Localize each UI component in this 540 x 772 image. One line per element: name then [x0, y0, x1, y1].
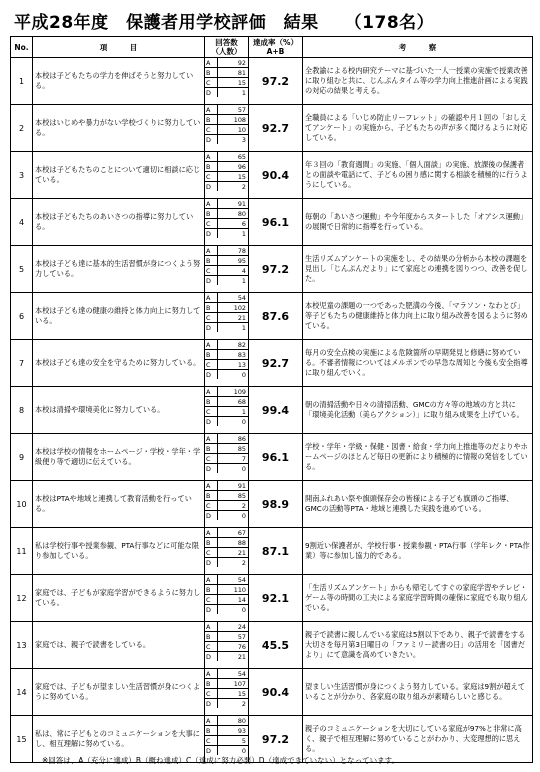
- consideration-note: 9割近い保護者が、学校行事・授業参観・PTA行事（学年レク・PTA作業）等に参加し協力的である。: [303, 528, 533, 575]
- evaluation-item: 家庭では、親子で読書をしている。: [33, 622, 205, 669]
- consideration-note: 全職員による「いじめ防止リーフレット」の確認や月１回の「おしえてアンケート」の実施から、子どもたちの声が多く聞けるように対応している。: [303, 105, 533, 152]
- grade-letter: A: [205, 622, 218, 632]
- grade-row: [205, 669, 248, 679]
- consideration-note: 朝の清掃活動や日々の清掃活動、GMCの方々等の地域の方と共に「環境美化活動（美らアクション）」に取り組み成果を上げている。: [303, 387, 533, 434]
- grade-row: [205, 68, 248, 78]
- row-number: 9: [11, 434, 33, 481]
- grade-row: [205, 78, 248, 88]
- row-number: 11: [11, 528, 33, 575]
- row-number: 8: [11, 387, 33, 434]
- grade-row: [205, 679, 248, 689]
- response-counts: [205, 622, 249, 669]
- row-number: 4: [11, 199, 33, 246]
- grade-row: [205, 558, 248, 568]
- achievement-rate: 98.9: [249, 481, 303, 528]
- grade-letter: B: [205, 585, 218, 595]
- grade-letter: D: [205, 370, 218, 380]
- grade-row: [205, 444, 248, 454]
- table-row: [11, 246, 533, 293]
- grade-count: 108: [218, 115, 249, 125]
- grade-count: 57: [218, 105, 249, 115]
- achievement-rate: 96.1: [249, 199, 303, 246]
- grade-letter: B: [205, 632, 218, 642]
- grade-row: [205, 246, 248, 256]
- grade-count: 102: [218, 303, 249, 313]
- grade-letter: C: [205, 454, 218, 464]
- grade-row: [205, 115, 248, 125]
- grade-letter: B: [205, 726, 218, 736]
- grade-letter: C: [205, 595, 218, 605]
- grade-letter: A: [205, 528, 218, 538]
- grade-row: [205, 632, 248, 642]
- grade-letter: A: [205, 434, 218, 444]
- grade-row: [205, 548, 248, 558]
- grade-letter: A: [205, 199, 218, 209]
- header-note: 考 察: [303, 37, 533, 58]
- row-number: 3: [11, 152, 33, 199]
- grade-row: [205, 689, 248, 699]
- grade-count: 2: [241, 699, 246, 708]
- grade-row: [205, 699, 248, 709]
- grade-letter: C: [205, 219, 218, 229]
- row-number: 14: [11, 669, 33, 716]
- respondent-count: （178名）: [344, 13, 435, 33]
- header-responses: 回答数 （人数）: [205, 37, 249, 58]
- table-row: [11, 293, 533, 340]
- achievement-rate: 99.4: [249, 387, 303, 434]
- grade-count: 65: [218, 152, 249, 162]
- page-title: [14, 8, 434, 33]
- response-counts: [205, 293, 249, 340]
- consideration-note: 開南ふれあい祭や旗頭保存会の皆様による子ども旗頭のご指導、GMCの活動等PTA・地域と連携した実践を進めている。: [303, 481, 533, 528]
- grade-row: [205, 397, 248, 407]
- grade-count: 91: [218, 199, 249, 209]
- grade-row: [205, 370, 248, 380]
- grade-count: 13: [218, 360, 249, 370]
- achievement-rate: 96.1: [249, 434, 303, 481]
- consideration-note: 生活リズムアンケートの実施をし、その結果の分析から本校の課題を見出し「じんぷんだより」にて家庭との連携を図りつつ、改善を促した。: [303, 246, 533, 293]
- response-counts: [205, 434, 249, 481]
- grade-count: 109: [218, 387, 249, 397]
- evaluation-item: 家庭では、子どもが望ましい生活習慣が身につくように努めている。: [33, 669, 205, 716]
- response-counts: [205, 528, 249, 575]
- header-no: No.: [11, 37, 33, 58]
- achievement-rate: 92.7: [249, 340, 303, 387]
- grade-letter: C: [205, 125, 218, 135]
- grade-count: 0: [241, 511, 246, 520]
- grade-row: [205, 256, 248, 266]
- row-number: 15: [11, 716, 33, 763]
- table-row: [11, 58, 533, 105]
- grade-letter: C: [205, 642, 218, 652]
- grade-row: [205, 135, 248, 145]
- grade-count: 81: [218, 68, 249, 78]
- evaluation-item: 本校はPTAや地域と連携して教育活動を行っている。: [33, 481, 205, 528]
- grade-letter: A: [205, 152, 218, 162]
- grade-letter: A: [205, 293, 218, 303]
- grade-row: [205, 266, 248, 276]
- evaluation-item: 本校は清掃や環境美化に努力している。: [33, 387, 205, 434]
- grade-count: 7: [218, 454, 249, 464]
- grade-letter: A: [205, 58, 218, 68]
- grade-letter: C: [205, 548, 218, 558]
- grade-count: 4: [218, 266, 249, 276]
- grade-row: [205, 387, 248, 397]
- consideration-note: 「生活リズムアンケート」からも帰宅してすぐの家庭学習やテレビ・ゲーム等の時間の工夫による家庭学習時間の確保に家庭でも取り組んでいる。: [303, 575, 533, 622]
- response-counts: [205, 105, 249, 152]
- grade-row: [205, 209, 248, 219]
- grade-count: 85: [218, 444, 249, 454]
- grade-count: 0: [241, 464, 246, 473]
- grade-letter: C: [205, 172, 218, 182]
- grade-letter: A: [205, 481, 218, 491]
- grade-row: [205, 454, 248, 464]
- grade-count: 95: [218, 256, 249, 266]
- grade-row: [205, 105, 248, 115]
- grade-row: [205, 575, 248, 585]
- grade-row: [205, 538, 248, 548]
- grade-count: 68: [218, 397, 249, 407]
- table-row: [11, 105, 533, 152]
- header-rate: 達成率（%） A+B: [249, 37, 303, 58]
- grade-row: [205, 716, 248, 726]
- row-number: 5: [11, 246, 33, 293]
- consideration-note: 本校児童の課題の一つであった肥満の今後、「マラソン・なわとび」等子どもたちの健康維持と体力向上に取り組み改善を図るように努めている。: [303, 293, 533, 340]
- grade-count: 0: [241, 417, 246, 426]
- grade-row: [205, 726, 248, 736]
- grade-letter: D: [205, 746, 218, 756]
- grade-letter: D: [205, 135, 218, 145]
- footnote: ※回答は、A（充分に達成）B（概ね達成）C（達成に努力必要）D（達成できていない）となっています。: [42, 756, 399, 765]
- grade-letter: B: [205, 209, 218, 219]
- grade-letter: D: [205, 417, 218, 427]
- grade-count: 78: [218, 246, 249, 256]
- grade-letter: C: [205, 407, 218, 417]
- grade-count: 107: [218, 679, 249, 689]
- grade-count: 88: [218, 538, 249, 548]
- grade-letter: D: [205, 699, 218, 709]
- grade-letter: D: [205, 464, 218, 474]
- header-row: [11, 37, 533, 58]
- table-row: [11, 528, 533, 575]
- grade-letter: C: [205, 266, 218, 276]
- grade-row: [205, 746, 248, 756]
- grade-count: 0: [241, 746, 246, 755]
- grade-row: [205, 605, 248, 615]
- table-row: [11, 434, 533, 481]
- grade-count: 2: [218, 501, 249, 511]
- row-number: 10: [11, 481, 33, 528]
- grade-letter: C: [205, 313, 218, 323]
- grade-count: 21: [218, 313, 249, 323]
- row-number: 2: [11, 105, 33, 152]
- grade-row: [205, 313, 248, 323]
- grade-count: 2: [241, 558, 246, 567]
- grade-row: [205, 323, 248, 333]
- row-number: 7: [11, 340, 33, 387]
- evaluation-item: 本校は子どもたちのあいさつの指導に努力している。: [33, 199, 205, 246]
- response-counts: [205, 387, 249, 434]
- row-number: 13: [11, 622, 33, 669]
- grade-letter: B: [205, 162, 218, 172]
- grade-row: [205, 276, 248, 286]
- grade-row: [205, 736, 248, 746]
- grade-row: [205, 652, 248, 662]
- response-counts: [205, 246, 249, 293]
- evaluation-item: 家庭では、子どもが家庭学習ができるように努力している。: [33, 575, 205, 622]
- response-counts: [205, 199, 249, 246]
- grade-row: [205, 293, 248, 303]
- grade-count: 3: [241, 135, 246, 144]
- grade-letter: C: [205, 78, 218, 88]
- consideration-note: 毎月の安全点検の実施による危険箇所の早期発見と修繕に努めている。不審者情報についてはメルポンでの早急な周知と今後も安全指導に取り組んでいく。: [303, 340, 533, 387]
- grade-count: 0: [241, 605, 246, 614]
- grade-row: [205, 501, 248, 511]
- grade-letter: D: [205, 558, 218, 568]
- grade-row: [205, 464, 248, 474]
- grade-count: 15: [218, 689, 249, 699]
- table-row: [11, 199, 533, 246]
- achievement-rate: 97.2: [249, 246, 303, 293]
- evaluation-item: 本校は子ども達の安全を守るために努力している。: [33, 340, 205, 387]
- grade-letter: C: [205, 736, 218, 746]
- grade-row: [205, 491, 248, 501]
- grade-letter: D: [205, 276, 218, 286]
- table-row: [11, 622, 533, 669]
- row-number: 6: [11, 293, 33, 340]
- grade-letter: B: [205, 115, 218, 125]
- achievement-rate: 87.1: [249, 528, 303, 575]
- response-counts: [205, 152, 249, 199]
- grade-count: 57: [218, 632, 249, 642]
- table-row: [11, 669, 533, 716]
- table-row: [11, 575, 533, 622]
- header-item: 項 目: [33, 37, 205, 58]
- grade-count: 92: [218, 58, 249, 68]
- grade-count: 1: [218, 407, 249, 417]
- grade-count: 5: [218, 736, 249, 746]
- grade-count: 83: [218, 350, 249, 360]
- grade-letter: D: [205, 229, 218, 239]
- response-counts: [205, 481, 249, 528]
- achievement-rate: 90.4: [249, 669, 303, 716]
- grade-count: 54: [218, 575, 249, 585]
- evaluation-table: [10, 36, 533, 763]
- grade-count: 6: [218, 219, 249, 229]
- grade-row: [205, 229, 248, 239]
- grade-row: [205, 595, 248, 605]
- grade-count: 1: [241, 276, 246, 285]
- grade-row: [205, 350, 248, 360]
- consideration-note: 学校・学年・学級・保健・図書・給食・学力向上推進等のだよりやホームページのほとんど毎日の更新により積極的に情報の発信をしている。: [303, 434, 533, 481]
- grade-letter: A: [205, 105, 218, 115]
- grade-letter: B: [205, 491, 218, 501]
- grade-letter: B: [205, 256, 218, 266]
- grade-row: [205, 125, 248, 135]
- grade-count: 110: [218, 585, 249, 595]
- response-counts: [205, 575, 249, 622]
- grade-count: 67: [218, 528, 249, 538]
- grade-letter: B: [205, 397, 218, 407]
- row-number: 1: [11, 58, 33, 105]
- achievement-rate: 92.1: [249, 575, 303, 622]
- grade-row: [205, 585, 248, 595]
- table-row: [11, 387, 533, 434]
- evaluation-item: 私は学校行事や授業参観、PTA行事などに可能な限り参加している。: [33, 528, 205, 575]
- grade-count: 15: [218, 78, 249, 88]
- evaluation-item: 本校は学校の情報をホームページ・学校・学年・学級便り等で適切に伝えている。: [33, 434, 205, 481]
- grade-count: 54: [218, 293, 249, 303]
- grade-count: 1: [241, 323, 246, 332]
- grade-letter: D: [205, 323, 218, 333]
- grade-letter: A: [205, 246, 218, 256]
- grade-letter: D: [205, 652, 218, 662]
- grade-row: [205, 219, 248, 229]
- consideration-note: 年３回の「教育週間」の実施、「個人面談」の実施、放課後の保護者との面談や電話にて、子どもの困り感に関する相談を積極的に行うようにしている。: [303, 152, 533, 199]
- grade-row: [205, 172, 248, 182]
- response-counts: [205, 669, 249, 716]
- grade-row: [205, 182, 248, 192]
- consideration-note: 望ましい生活習慣が身につくよう努力している。家庭は9割が超えていることが分かり、各家庭の取り組みが素晴らしいと感じる。: [303, 669, 533, 716]
- evaluation-item: 本校はいじめや暴力がない学校づくりに努力している。: [33, 105, 205, 152]
- grade-row: [205, 417, 248, 427]
- grade-letter: A: [205, 716, 218, 726]
- grade-count: 1: [241, 88, 246, 97]
- title-main: 平成28年度 保護者用学校評価 結果: [14, 13, 319, 33]
- grade-row: [205, 303, 248, 313]
- grade-letter: B: [205, 679, 218, 689]
- grade-count: 54: [218, 669, 249, 679]
- grade-count: 1: [241, 229, 246, 238]
- grade-letter: D: [205, 88, 218, 98]
- evaluation-item: 私は、常に子どもとのコミュニケーションを大事にし、相互理解に努めている。: [33, 716, 205, 763]
- evaluation-item: 本校は子ども達に基本的生活習慣が身につくよう努力している。: [33, 246, 205, 293]
- grade-letter: D: [205, 511, 218, 521]
- grade-row: [205, 360, 248, 370]
- row-number: 12: [11, 575, 33, 622]
- achievement-rate: 87.6: [249, 293, 303, 340]
- grade-letter: B: [205, 538, 218, 548]
- grade-row: [205, 152, 248, 162]
- grade-letter: B: [205, 350, 218, 360]
- grade-count: 80: [218, 209, 249, 219]
- achievement-rate: 97.2: [249, 58, 303, 105]
- grade-row: [205, 642, 248, 652]
- grade-row: [205, 58, 248, 68]
- grade-letter: B: [205, 303, 218, 313]
- grade-letter: A: [205, 387, 218, 397]
- grade-row: [205, 407, 248, 417]
- grade-letter: B: [205, 444, 218, 454]
- grade-count: 91: [218, 481, 249, 491]
- grade-count: 80: [218, 716, 249, 726]
- grade-row: [205, 199, 248, 209]
- grade-letter: A: [205, 575, 218, 585]
- evaluation-item: 本校は子どもたちのことについて適切に相談に応じている。: [33, 152, 205, 199]
- grade-count: 86: [218, 434, 249, 444]
- grade-row: [205, 622, 248, 632]
- grade-count: 93: [218, 726, 249, 736]
- grade-letter: A: [205, 340, 218, 350]
- grade-row: [205, 511, 248, 521]
- grade-letter: D: [205, 182, 218, 192]
- grade-letter: B: [205, 68, 218, 78]
- consideration-note: 毎朝の「あいさつ運動」や今年度からスタートした「オアシス運動」の展開で日常的に指導を行っている。: [303, 199, 533, 246]
- achievement-rate: 97.2: [249, 716, 303, 763]
- response-counts: [205, 340, 249, 387]
- grade-row: [205, 434, 248, 444]
- achievement-rate: 45.5: [249, 622, 303, 669]
- table-row: [11, 340, 533, 387]
- grade-count: 24: [218, 622, 249, 632]
- grade-letter: C: [205, 360, 218, 370]
- grade-count: 21: [218, 548, 249, 558]
- grade-count: 0: [241, 370, 246, 379]
- grade-letter: A: [205, 669, 218, 679]
- grade-count: 21: [237, 652, 246, 661]
- grade-count: 10: [218, 125, 249, 135]
- grade-count: 14: [218, 595, 249, 605]
- grade-count: 82: [218, 340, 249, 350]
- table-row: [11, 152, 533, 199]
- consideration-note: 全教諭による校内研究テーマに基づいた一人一授業の実施で授業改善に取り組むと共に、じんぷんタイム等の学力向上推進計画による実践の対応の結果と考える。: [303, 58, 533, 105]
- grade-count: 76: [218, 642, 249, 652]
- grade-letter: C: [205, 501, 218, 511]
- grade-row: [205, 528, 248, 538]
- achievement-rate: 92.7: [249, 105, 303, 152]
- response-counts: [205, 58, 249, 105]
- evaluation-item: 本校は子どもたちの学力を伸ばそうと努力している。: [33, 58, 205, 105]
- grade-count: 96: [218, 162, 249, 172]
- grade-count: 2: [241, 182, 246, 191]
- grade-row: [205, 340, 248, 350]
- grade-count: 85: [218, 491, 249, 501]
- consideration-note: 親子で読書に親しんでいる家庭は5割以下であり、親子で読書をする大切さを毎月第3日曜日の「ファミリー読書の日」の活用を「図書だより」にて意識を高めていきたい。: [303, 622, 533, 669]
- table-row: [11, 481, 533, 528]
- grade-row: [205, 162, 248, 172]
- grade-count: 15: [218, 172, 249, 182]
- grade-row: [205, 481, 248, 491]
- grade-letter: C: [205, 689, 218, 699]
- consideration-note: 親子のコミュニケーションを大切にしている家庭が97%と非常に高く、親子で相互理解に努めていることがわかり、大変理想的に思える。: [303, 716, 533, 763]
- evaluation-item: 本校は子ども達の健康の維持と体力向上に努力している。: [33, 293, 205, 340]
- grade-letter: D: [205, 605, 218, 615]
- grade-row: [205, 88, 248, 98]
- achievement-rate: 90.4: [249, 152, 303, 199]
